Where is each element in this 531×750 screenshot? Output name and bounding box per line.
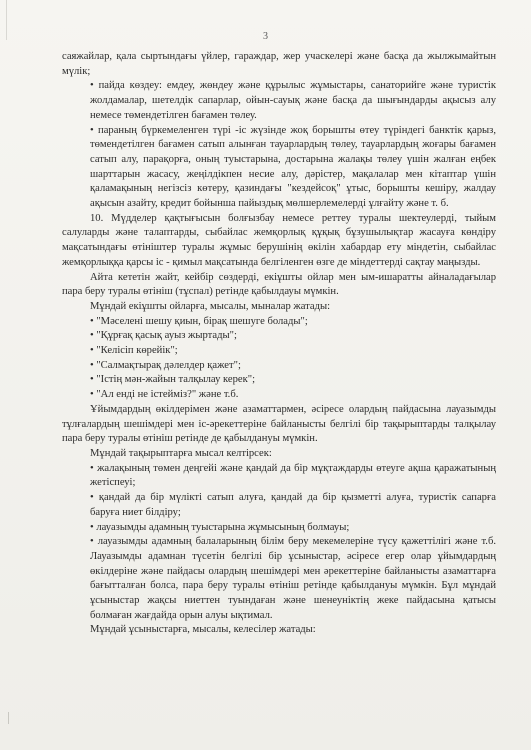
list-item: • "Ал енді не істейміз?" және т.б. <box>62 388 496 403</box>
paragraph-property-list: саяжайлар, қала сыртындағы үйлер, гараждар, жер учаскелері және басқа да жылжымайтын мүлік; <box>62 51 496 77</box>
scan-edge-mark <box>8 712 12 724</box>
list-item: • "Салмақтырақ дәлелдер қажет"; <box>62 359 496 374</box>
list-item: • лауазымды адамның балаларының білім беру мекемелеріне түсу қажеттілігі және т.б. Лауазымды адамнан түсетін белгілі бір ұсыныстар, әсіресе егер олар ұйымдардың өкілдеріне және пайдасы олардың шешімдері мен әрекеттеріне байланысты азаматтарға бағытталған болса, пара беру туралы өтініш ретінде қабылдануы мүмкін. Бұл мұндай ұсыныстар жақсы ниеттен туындаған және шенеуніктің жеке пайдасына қатысы болмаған жағдайда орын алуы ықтимал. <box>62 535 496 623</box>
paragraph-offers-intro: Мұндай ұсыныстарға, мысалы, келесілер жатады: <box>90 624 316 636</box>
list-item: • лауазымды адамның туыстарына жұмысының болмауы; <box>62 521 496 536</box>
paragraph-examples-intro: Мұндай екіұшты ойларға, мысалы, мыналар жатады: <box>90 300 331 312</box>
paragraph-topics-discussion: Ұйымдардың өкілдерімен және азаматтармен, әсіресе олардың пайдасына лауазымды тұлғалардың шешімдері мен іс-әрекеттеріне байланысты белгілі бір тақырыптарды талқылау пара беру туралы өтініш ретінде де қабылдануы мүмкін. <box>62 403 496 445</box>
list-item: • жалақының төмен деңгейі және қандай да бір мұқтаждарды өтеуге ақша қаражатының жетіспеуі; <box>62 462 496 491</box>
list-item: • "Істің мән-жайын талқылау керек"; <box>62 373 496 388</box>
topic-list <box>62 462 496 624</box>
bullet-benefit: • пайда көздеу: емдеу, жөндеу және құрылыс жұмыстары, санаторийге және туристік жолдамалар, шетелдік сапарлар, ойын-сауық және басқа да шығындарды ақысыз алу немесе төмендетілген бағамен төлеу. <box>62 79 496 123</box>
bullet-disguised-bribe: • параның бүркемеленген түрі -іс жүзінде жоқ борышты өтеу түріндегі банктік қарыз, төмендетілген бағамен сатып алынған тауарлардың төлеу, тауарлардың жоғары бағамен сатып алу, парақорға, оның туыстарына, достарына жалақы төлеу үшін жалған еңбек шарттарын жасасу, жеңілдікпен несие алу, дәрістер, мақалалар мен кітаптар үшін қаламақының негізсіз көтеру, қазиндағы "кездейсоқ" ұтыс, борышты кешіру, жалдау ақысын азайту, кредит бойынша пайыздық мөлшерлемелерді ұлғайту және т. б. <box>62 124 496 212</box>
paragraph-topics-intro: Мұндай тақырыптарға мысал келтірсек: <box>90 447 272 459</box>
document-body <box>62 50 496 638</box>
list-item: • "Келісіп көрейік"; <box>62 344 496 359</box>
list-item: • қандай да бір мүлікті сатып алуға, қандай да бір қызметті алуға, туристік сапарға баруға ниет білдіру; <box>62 491 496 520</box>
list-item: • "Құрғақ қасық ауыз жыртады"; <box>62 329 496 344</box>
page-number: 3 <box>263 31 268 42</box>
quote-list <box>62 315 496 403</box>
paragraph-ambiguous-phrases: Айта кететін жайт, кейбір сөздерді, екіұшты ойлар мен ым-ишаратты айналадағылар пара беру туралы өтініш (тұспал) ретінде қабылдауы мүмкін. <box>62 271 496 298</box>
paragraph-conflict-of-interest: 10. Мүдделер қақтығысын болғызбау немесе реттеу туралы шектеулерді, тыйым салуларды және талаптарды, сыбайлас жемқорлық құқық бұзушылықтар жасауға көндіру мақсатындағы өтініштер туралы жұмыс берушінің өкілін хабардар ету міндетін, сыбайлас жемқорлыққа қарсы іс - қимыл мақсатында белгіленген өзге де міндеттерді сақтау маңызды. <box>62 212 496 268</box>
list-item: • "Мәселені шешу қиын, бірақ шешуге болады"; <box>62 315 496 330</box>
